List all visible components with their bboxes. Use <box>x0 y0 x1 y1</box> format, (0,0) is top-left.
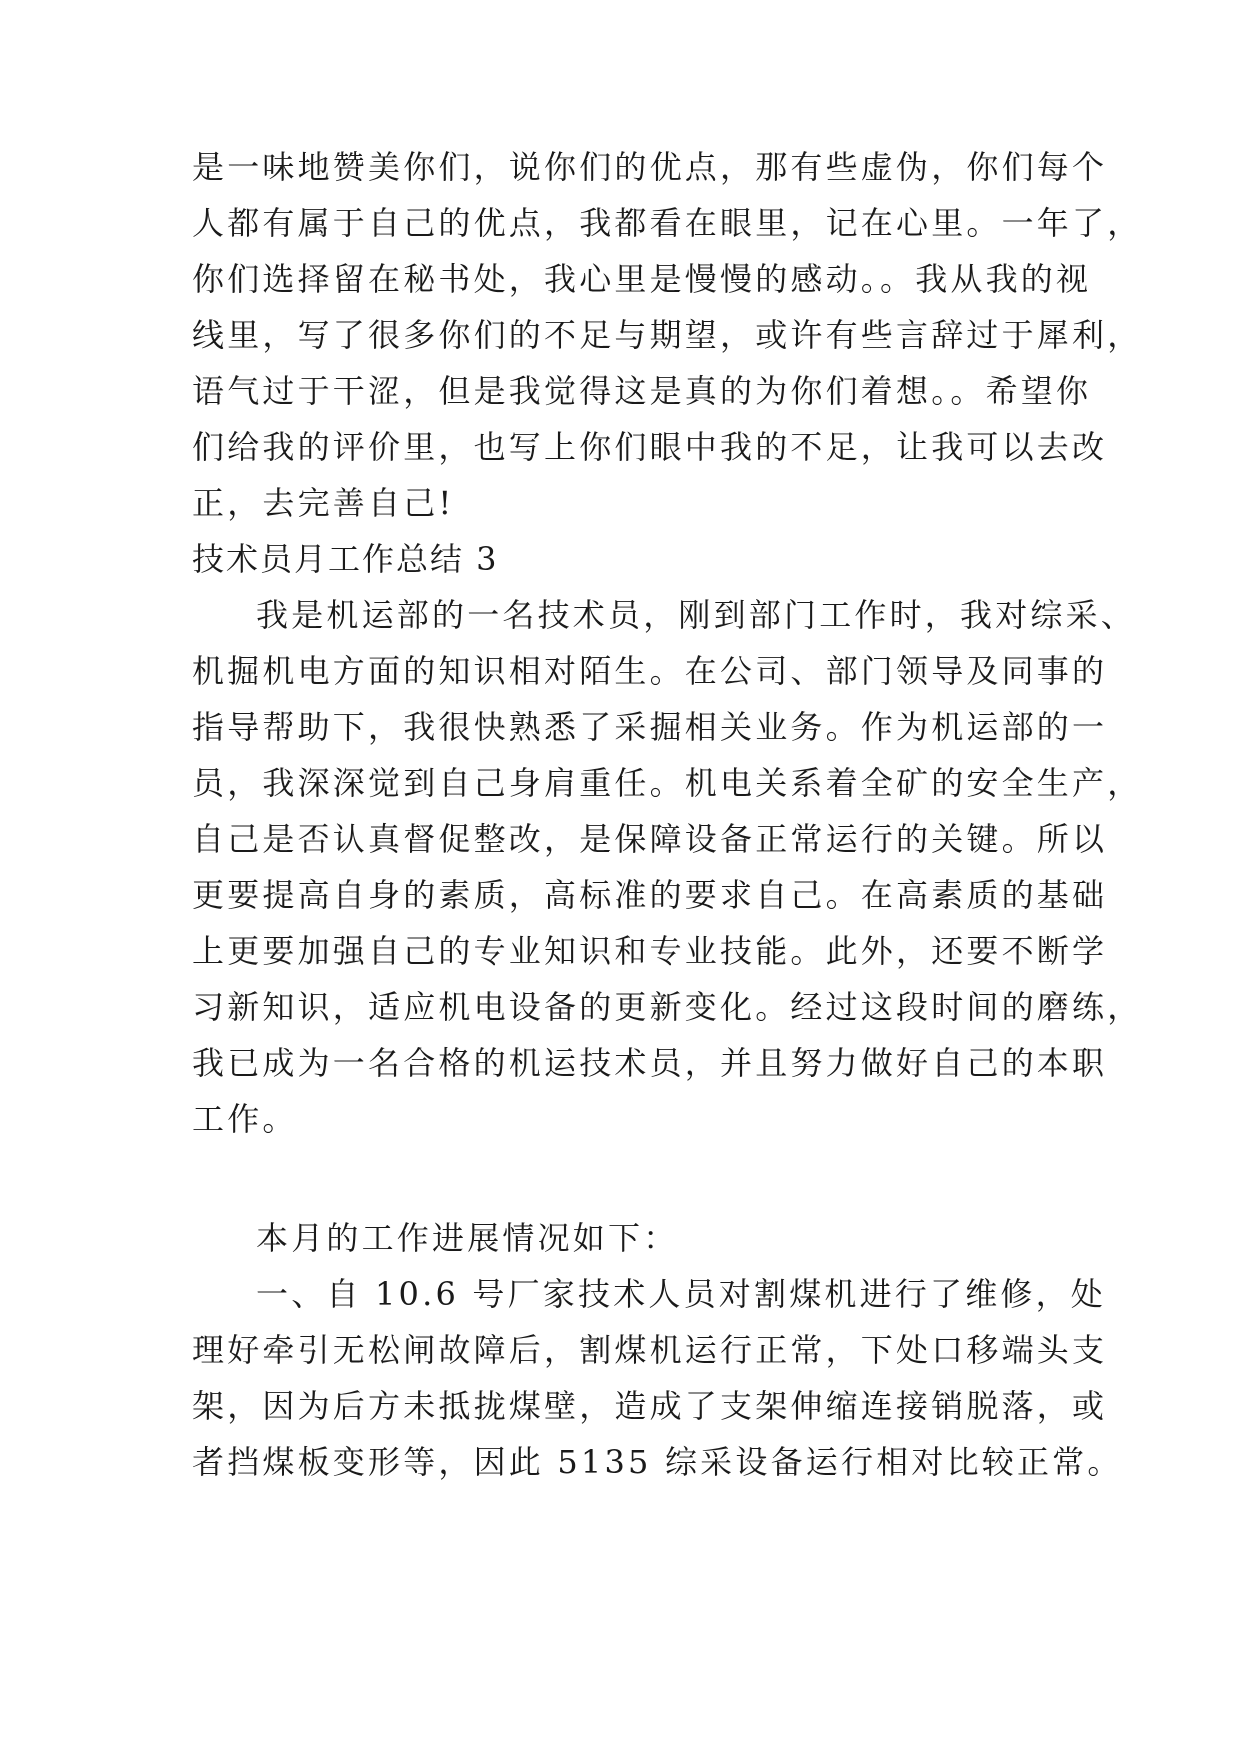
text-line: 我已成为一名合格的机运技术员，并且努力做好自己的本职 <box>192 1044 1108 1082</box>
text-line: 上更要加强自己的专业知识和专业技能。此外，还要不断学 <box>192 932 1108 970</box>
text-line: 更要提高自身的素质，高标准的要求自己。在高素质的基础 <box>192 876 1108 914</box>
text-line: 人都有属于自己的优点，我都看在眼里，记在心里。一年了， <box>192 204 1143 242</box>
text-line: 员，我深深觉到自己身肩重任。机电关系着全矿的安全生产， <box>192 764 1143 802</box>
section-heading: 技术员月工作总结 3 <box>192 540 499 578</box>
text-line: 线里，写了很多你们的不足与期望，或许有些言辞过于犀利， <box>192 316 1143 354</box>
text-line: 架，因为后方未抵拢煤壁，造成了支架伸缩连接销脱落，或 <box>192 1387 1108 1425</box>
text-line: 我是机运部的一名技术员，刚到部门工作时，我对综采、 <box>256 596 1137 634</box>
text-line: 是一味地赞美你们，说你们的优点，那有些虚伪，你们每个 <box>192 148 1108 186</box>
text-line: 者挡煤板变形等，因此 5135 综采设备运行相对比较正常。 <box>192 1443 1123 1481</box>
text-line: 语气过于干涩，但是我觉得这是真的为你们着想。。希望你 <box>192 372 1092 410</box>
text-line: 你们选择留在秘书处，我心里是慢慢的感动。。我从我的视 <box>192 260 1092 298</box>
text-line: 们给我的评价里，也写上你们眼中我的不足，让我可以去改 <box>192 428 1108 466</box>
text-line: 机掘机电方面的知识相对陌生。在公司、部门领导及同事的 <box>192 652 1108 690</box>
text-line: 习新知识，适应机电设备的更新变化。经过这段时间的磨练， <box>192 988 1143 1026</box>
text-line: 本月的工作进展情况如下： <box>256 1219 679 1257</box>
text-line: 工作。 <box>192 1100 298 1138</box>
text-line: 正，去完善自己! <box>192 484 455 522</box>
text-line: 自己是否认真督促整改，是保障设备正常运行的关键。所以 <box>192 820 1108 858</box>
text-line: 理好牵引无松闸故障后，割煤机运行正常，下处口移端头支 <box>192 1331 1108 1369</box>
text-line: 一、自 10.6 号厂家技术人员对割煤机进行了维修，处 <box>256 1275 1106 1313</box>
text-line: 指导帮助下，我很快熟悉了采掘相关业务。作为机运部的一 <box>192 708 1108 746</box>
